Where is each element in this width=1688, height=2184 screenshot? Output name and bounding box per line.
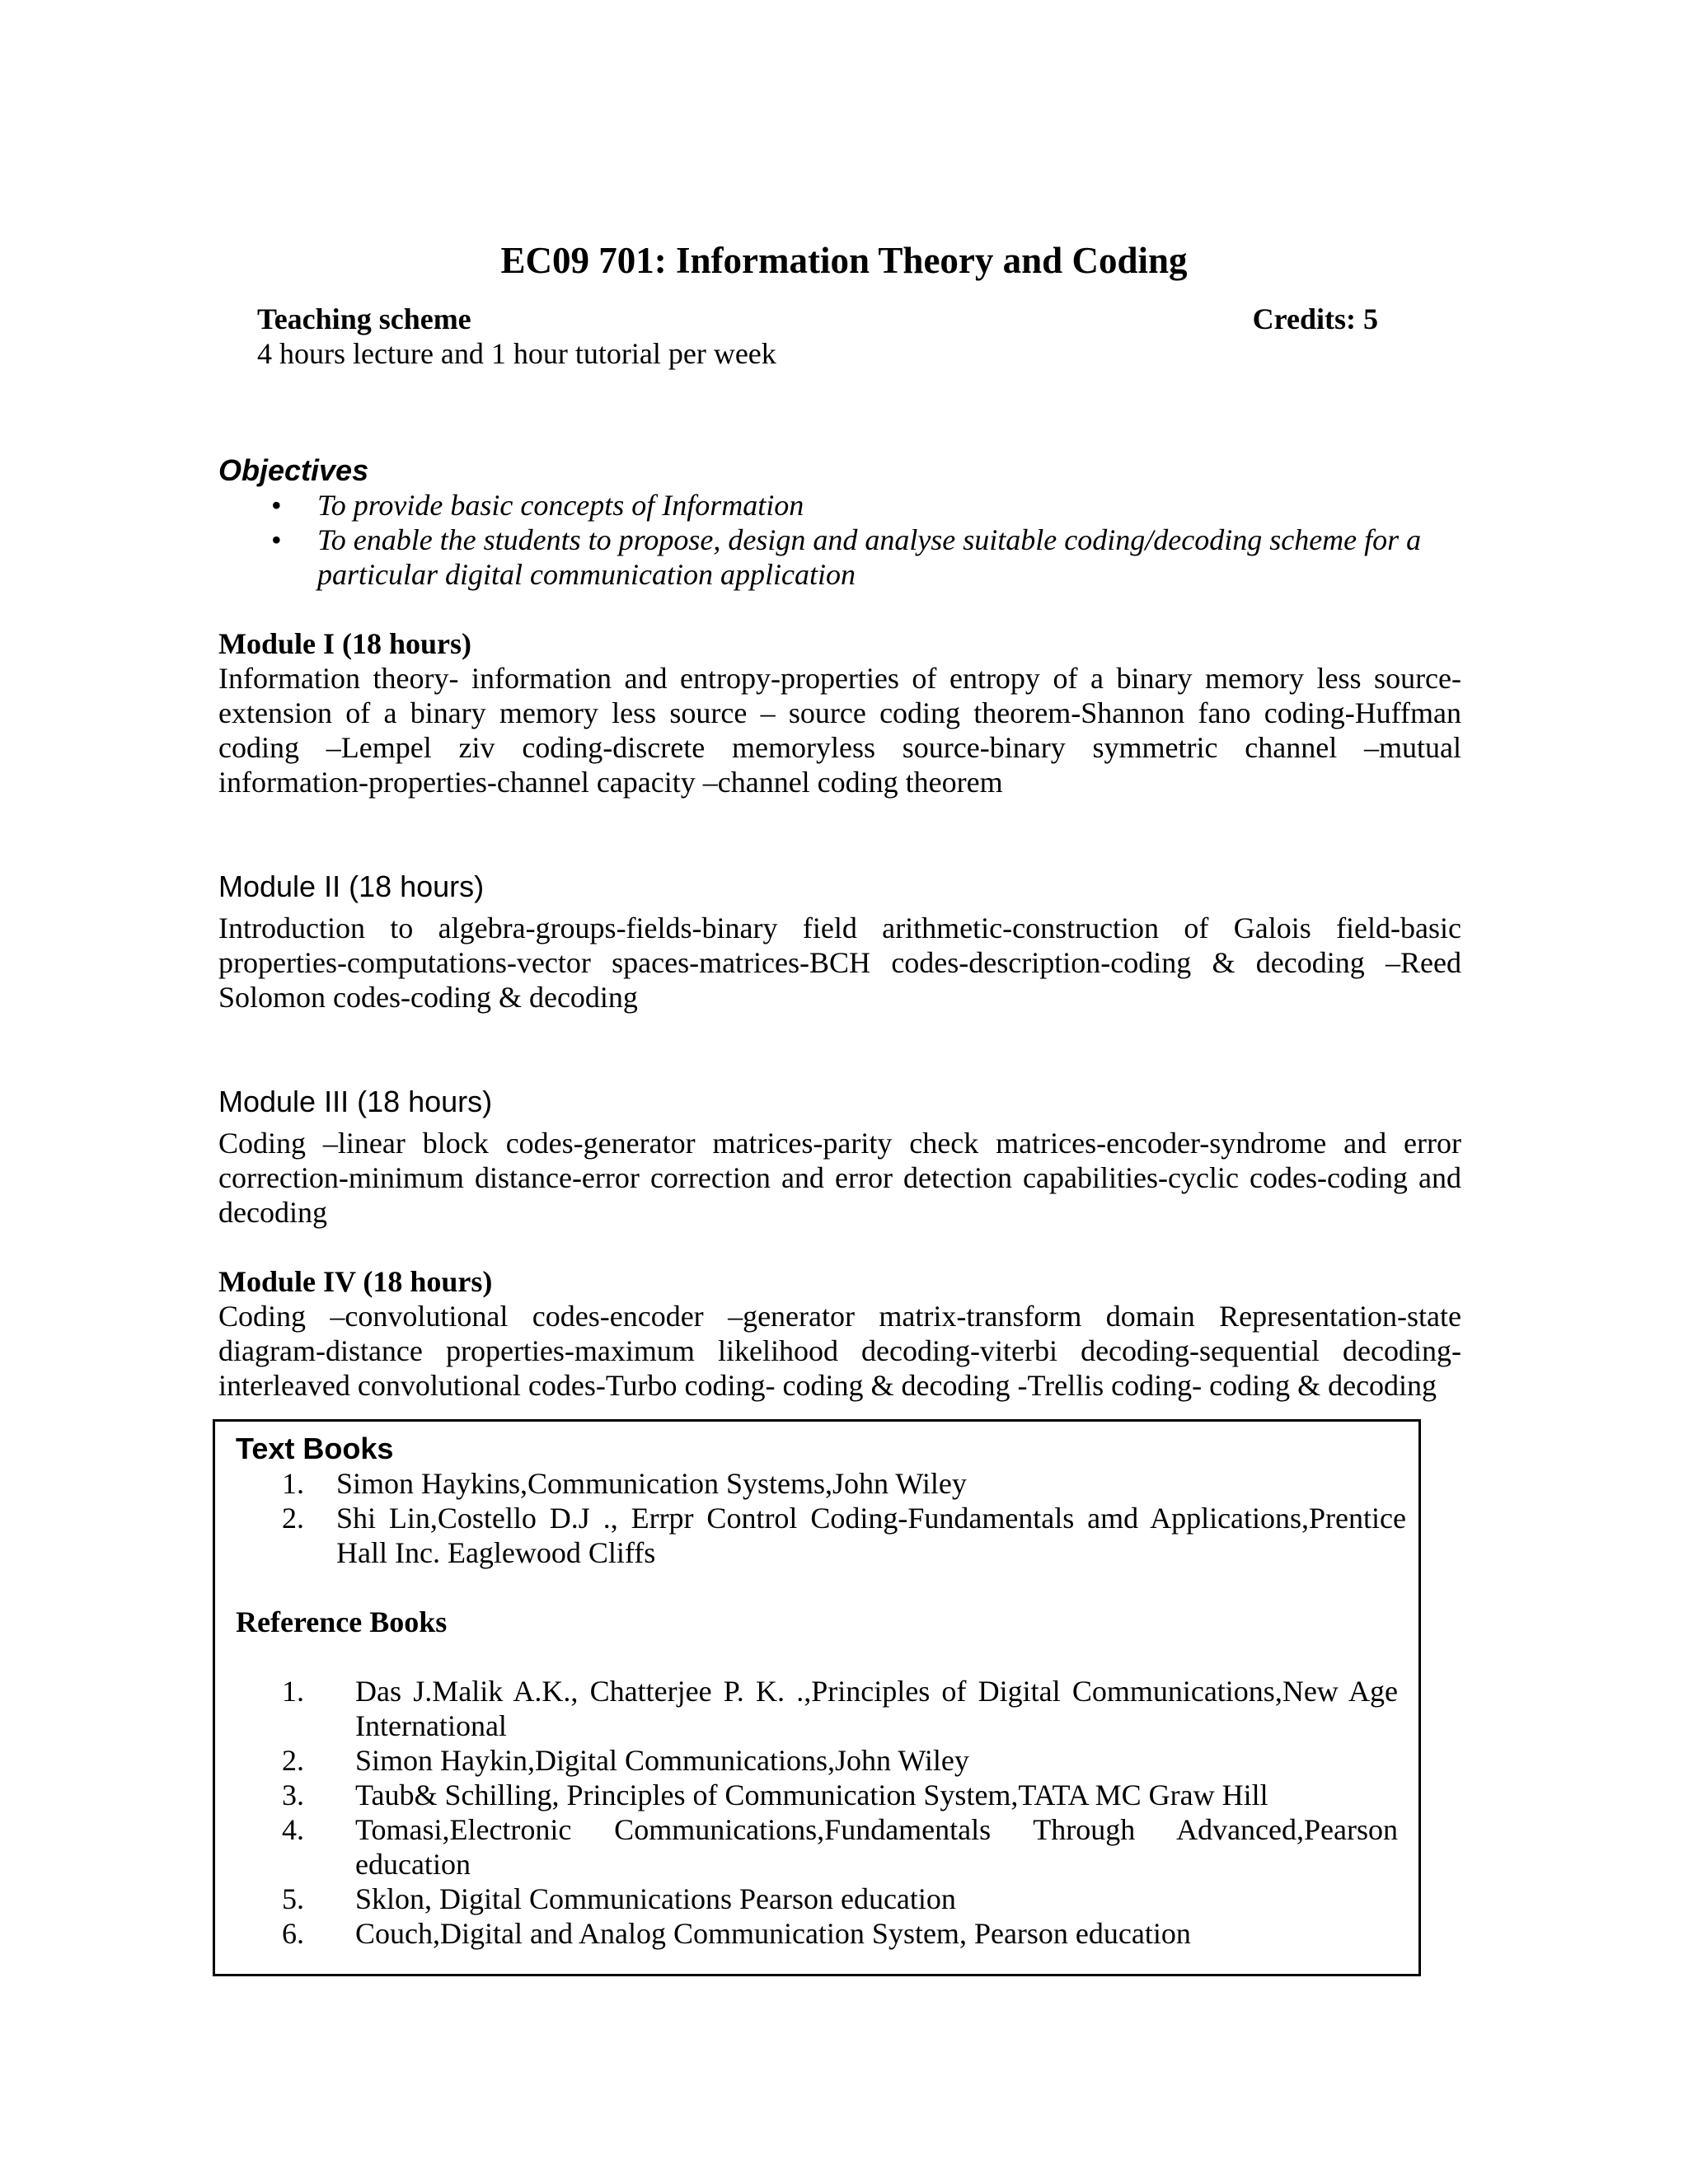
reference-book-text: Sklon, Digital Communications Pearson education [355,1882,956,1915]
module-4-heading: Module IV (18 hours) [218,1265,493,1298]
objective-text: To enable the students to propose, design and analyse suitable coding/decoding scheme for a particular digital communication application [317,523,1422,591]
reference-book-item [236,1674,1398,1743]
module-1-heading: Module I (18 hours) [218,627,472,660]
objectives-list [218,488,1471,592]
module-3-text: Coding –linear block codes-generator matrices-parity check matrices-encoder-syndrome and error correction-minimum distance-error correction and error detection capabilities-cyclic codes-coding and decoding [218,1127,1461,1229]
reference-book-text: Das J.Malik A.K., Chatterjee P. K. .,Principles of Digital Communications,New Age International [355,1675,1398,1742]
credits-label: Credits: 5 [1252,302,1378,335]
objectives-heading: Objectives [218,453,369,487]
objective-item [218,488,1471,523]
text-book-item [236,1466,1406,1501]
page-title: EC09 701: Information Theory and Coding [500,240,1188,281]
module-4-text: Coding –convolutional codes-encoder –generator matrix-transform domain Representation-state diagram-distance properties-maximum likelihood decoding-viterbi decoding-sequential decoding-interleaved convolutional codes-Turbo coding- coding & decoding -Trellis coding- coding & decoding [218,1300,1461,1402]
reference-books-heading: Reference Books [236,1605,448,1638]
teaching-scheme-row [257,302,1378,336]
module-3-heading: Module III (18 hours) [218,1085,493,1118]
text-books-heading: Text Books [236,1432,394,1465]
item-number: 2. [282,1744,304,1777]
item-number: 1. [282,1675,304,1708]
reference-book-text: Taub& Schilling, Principles of Communication System,TATA MC Graw Hill [355,1779,1268,1811]
reference-book-item [236,1743,1398,1778]
text-book-text: Simon Haykins,Communication Systems,John Wiley [336,1467,967,1500]
item-number: 4. [282,1813,304,1846]
text-book-item [236,1501,1406,1570]
reference-book-item [236,1916,1398,1951]
objective-item [218,523,1471,592]
reference-book-item [236,1812,1398,1882]
teaching-hours: 4 hours lecture and 1 hour tutorial per week [257,337,776,370]
item-number: 6. [282,1917,304,1950]
bullet-icon: • [271,489,282,522]
reference-book-item [236,1882,1398,1916]
objective-text: To provide basic concepts of Information [317,489,804,522]
reference-books-list [236,1674,1398,1951]
reference-book-text: Couch,Digital and Analog Communication System, Pearson education [355,1917,1191,1950]
books-box [213,1419,1421,1976]
module-2-text: Introduction to algebra-groups-fields-binary field arithmetic-construction of Galois field-basic properties-computations-vector spaces-matrices-BCH codes-description-coding & decoding –Reed Solomon codes-coding & decoding [218,912,1461,1014]
reference-book-item [236,1778,1398,1812]
module-1-text: Information theory- information and entropy-properties of entropy of a binary memory less source-extension of a binary memory less source – source coding theorem-Shannon fano coding-Huffman coding –Lempel ziv coding-discrete memoryless source-binary symmetric channel –mutual information-properties-channel capacity –channel coding theorem [218,662,1461,799]
text-books-list [236,1466,1406,1570]
module-2-heading: Module II (18 hours) [218,869,485,903]
item-number: 1. [282,1467,304,1500]
text-book-text: Shi Lin,Costello D.J ., Errpr Control Coding-Fundamentals amd Applications,Prentice Hall Inc. Eaglewood Cliffs [336,1502,1406,1569]
teaching-scheme-label: Teaching scheme [257,302,471,335]
reference-book-text: Tomasi,Electronic Communications,Fundamentals Through Advanced,Pearson education [355,1813,1398,1881]
item-number: 2. [282,1502,304,1535]
reference-book-text: Simon Haykin,Digital Communications,John Wiley [355,1744,969,1777]
bullet-icon: • [271,523,282,556]
item-number: 3. [282,1779,304,1811]
item-number: 5. [282,1882,304,1915]
